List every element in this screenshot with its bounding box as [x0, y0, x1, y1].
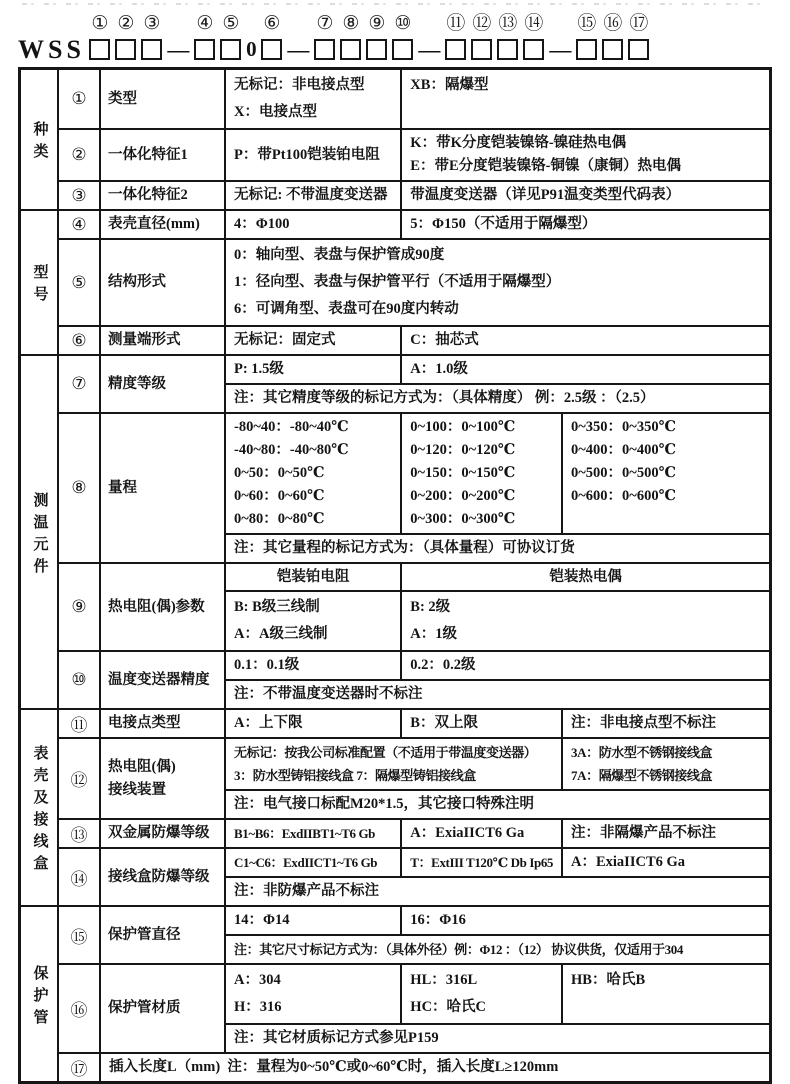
code-box-icon: [628, 39, 649, 60]
code-box-icon: [89, 39, 110, 60]
circled-digit-12: ⑫: [472, 12, 492, 34]
code-box-icon: [141, 39, 162, 60]
option-cell: 14：Φ14: [234, 912, 290, 928]
row-label: 结构形式: [101, 240, 226, 325]
row-label: 保护管材质: [101, 965, 226, 1052]
row-label: 量程: [101, 414, 226, 562]
digit-spacer: [49, 11, 55, 36]
code-box-11: [443, 11, 469, 63]
row-note: 注：其它材质标记方式参见P159: [226, 1023, 769, 1052]
circled-digit-5: ⑤: [222, 12, 240, 34]
row-number: ⑥: [59, 327, 101, 354]
option-cell: 无标记: 不带温度变送器: [234, 187, 388, 203]
row-5-structure-type: [59, 238, 769, 325]
row-note: 注：其它量程的标记方式为：（具体量程）可协议订货: [226, 533, 769, 562]
option-cell: A：ExiaIICT6 Ga: [400, 820, 561, 847]
group-label-sensing-element: 测温元件: [21, 356, 59, 708]
insertion-length-cell: 插入长度L（mm) 注：量程为0~50℃或0~60℃时，插入长度L≥120mm: [109, 1059, 559, 1075]
circled-digit-6: ⑥: [263, 12, 281, 34]
row-14-junction-box-explosion-proof-grade: [59, 847, 769, 905]
section-sensing-element: [21, 354, 769, 708]
group-label-category: 种类: [21, 70, 59, 209]
option-cell: C1~C6：ExdIICT1~T6 Gb: [234, 855, 378, 870]
dash-separator: —: [549, 37, 572, 62]
row-number: ⑮: [59, 907, 101, 963]
option-cell: 16：Φ16: [400, 907, 769, 934]
row-number: ⑭: [59, 849, 101, 905]
range-column-3: 0~350：0~350℃ 0~400：0~400℃ 0~500：0~500℃ 0~600：0~600℃: [561, 414, 769, 533]
option-cell: P: 1.5级: [234, 361, 284, 377]
column-header-rtd: 铠装铂电阻: [276, 569, 350, 585]
option-cell: 4：Φ100: [234, 216, 290, 232]
option-cell: A：304 H：316: [234, 972, 282, 1015]
row-6-measuring-end-type: [59, 325, 769, 354]
row-10-transmitter-accuracy: [59, 650, 769, 708]
code-box-6: [259, 11, 285, 63]
code-box-3: [139, 11, 165, 63]
row-2-integrated-feature-1: [59, 128, 769, 180]
row-1-type: [59, 70, 769, 128]
code-box-13: [495, 11, 521, 63]
circled-digit-14: ⑭: [524, 12, 544, 34]
row-number: ⑬: [59, 820, 101, 847]
row-note: 注：其它精度等级的标记方式为：（具体精度） 例：2.5级 ：（2.5）: [226, 383, 769, 412]
code-box-9: [364, 11, 390, 63]
row-number: ⑦: [59, 356, 101, 412]
code-box-icon: [194, 39, 215, 60]
order-code-header: [18, 11, 772, 63]
code-dash-2: [285, 11, 312, 63]
option-cell: XB：隔爆型: [400, 70, 769, 128]
row-note: 注：其它尺寸标记方式为：（具体外径）例：Φ12 ：（12） 协议供货，仅适用于304: [226, 934, 769, 963]
row-note: 注：非防爆产品不标注: [226, 876, 769, 905]
row-label: 电接点类型: [101, 710, 226, 737]
code-box-icon: [220, 39, 241, 60]
code-box-icon: [115, 39, 136, 60]
row-number: ④: [59, 211, 101, 238]
code-dash-3: [416, 11, 443, 63]
option-cell: B：双上限: [400, 710, 561, 737]
option-cell: B: 2级 A：1级: [400, 592, 769, 650]
row-9-rtd-tc-parameters: [59, 562, 769, 650]
row-number: ⑨: [59, 564, 101, 650]
option-cell: 注：非电接点型不标注: [561, 710, 769, 737]
option-cell: 0.1：0.1级: [234, 657, 300, 673]
row-label: 一体化特征2: [101, 182, 226, 209]
option-cell: 无标记：非电接点型 X：电接点型: [234, 77, 365, 120]
circled-digit-3: ③: [143, 12, 161, 34]
option-cell: HB：哈氏B: [561, 965, 769, 1023]
fixed-zero: 0: [246, 37, 257, 61]
row-label: 表壳直径(mm): [101, 211, 226, 238]
section-category: [21, 70, 769, 209]
row-label: 温度变送器精度: [101, 652, 226, 708]
code-dash-1: [165, 11, 192, 63]
circled-digit-4: ④: [196, 12, 214, 34]
code-box-16: [600, 11, 626, 63]
dash-separator: —: [167, 37, 190, 62]
row-15-protection-tube-diameter: [59, 907, 769, 963]
row-3-integrated-feature-2: [59, 180, 769, 209]
code-box-8: [338, 11, 364, 63]
circled-digit-10: ⑩: [394, 12, 412, 34]
code-box-icon: [340, 39, 361, 60]
option-cell: K：带K分度铠装镍铬-镍硅热电偶 E：带E分度铠装镍铬-铜镍（康铜）热电偶: [400, 130, 769, 180]
row-number: ⑤: [59, 240, 101, 325]
code-dash-4: [547, 11, 574, 63]
cropped-text-remnant: [22, 3, 768, 9]
code-box-icon: [261, 39, 282, 60]
code-fixed-zero: [244, 11, 259, 63]
code-box-1: [87, 11, 113, 63]
code-box-15: [574, 11, 600, 63]
option-cell: 无标记：按我公司标准配置（不适用于带温度变送器） 3：防水型铸铝接线盒 7：隔爆型铸铝接线盒: [234, 745, 537, 783]
row-label: 类型: [101, 70, 226, 128]
row-number: ⑯: [59, 965, 101, 1052]
circled-digit-13: ⑬: [498, 12, 518, 34]
row-8-range: [59, 412, 769, 562]
option-cell: B: B级三线制 A：A级三线制: [234, 599, 328, 642]
row-number: ⑧: [59, 414, 101, 562]
option-cell: 0.2：0.2级: [400, 652, 769, 679]
option-cell: T：ExtIII T120℃ Db Ip65: [400, 849, 561, 876]
option-cell: 注：非隔爆产品不标注: [561, 820, 769, 847]
row-4-case-diameter: [59, 211, 769, 238]
option-cell: P：带Pt100铠装铂电阻: [234, 146, 380, 163]
option-cell: C：抽芯式: [400, 327, 769, 354]
row-number: ①: [59, 70, 101, 128]
code-box-2: [113, 11, 139, 63]
row-number: ⑫: [59, 739, 101, 818]
code-box-10: [390, 11, 416, 63]
row-label: 双金属防爆等级: [101, 820, 226, 847]
dash-separator: —: [287, 37, 310, 62]
circled-digit-7: ⑦: [316, 12, 334, 34]
option-cell: B1~B6：ExdIIBT1~T6 Gb: [234, 826, 375, 841]
row-number: ③: [59, 182, 101, 209]
row-label: 精度等级: [101, 356, 226, 412]
circled-digit-8: ⑧: [342, 12, 360, 34]
spec-table: [18, 67, 772, 1084]
row-note: 注：不带温度变送器时不标注: [226, 679, 769, 708]
column-header-tc: 铠装热电偶: [400, 564, 769, 590]
code-box-icon: [602, 39, 623, 60]
code-box-icon: [497, 39, 518, 60]
group-label-model: 型号: [21, 211, 59, 354]
option-cell: HL：316L HC：哈氏C: [400, 965, 561, 1023]
row-17-insertion-length: [59, 1052, 769, 1081]
section-model: [21, 209, 769, 354]
row-11-electric-contact-type: [59, 710, 769, 737]
section-case-and-junction-box: [21, 708, 769, 905]
row-label: 保护管直径: [101, 907, 226, 963]
row-7-accuracy-class: [59, 356, 769, 412]
option-cell: A：ExiaIICT6 Ga: [561, 849, 769, 876]
section-protection-tube: [21, 905, 769, 1081]
option-cell: A：上下限: [234, 715, 303, 731]
row-number: ⑰: [59, 1054, 101, 1081]
row-16-protection-tube-material: [59, 963, 769, 1052]
model-prefix: WSS: [18, 35, 85, 64]
row-number: ⑩: [59, 652, 101, 708]
row-13-bimetal-explosion-proof-grade: [59, 818, 769, 847]
row-label: 一体化特征1: [101, 130, 226, 180]
option-cell: 带温度变送器（详见P91温变类型代码表）: [400, 182, 769, 209]
row-note: 注：电气接口标配M20*1.5，其它接口特殊注明: [226, 789, 769, 818]
range-column-2: 0~100：0~100℃ 0~120：0~120℃ 0~150：0~150℃ 0~200：0~200℃ 0~300：0~300℃: [400, 414, 561, 533]
code-box-icon: [576, 39, 597, 60]
circled-digit-16: ⑯: [603, 12, 623, 34]
row-12-wiring-device: [59, 737, 769, 818]
circled-digit-17: ⑰: [629, 12, 649, 34]
group-label-protection-tube: 保护管: [21, 907, 59, 1081]
code-box-12: [469, 11, 495, 63]
option-cell: 5：Φ150（不适用于隔爆型）: [400, 211, 769, 238]
circled-digit-2: ②: [117, 12, 135, 34]
code-box-icon: [445, 39, 466, 60]
code-box-icon: [523, 39, 544, 60]
option-cell: 无标记：固定式: [234, 332, 336, 348]
circled-digit-15: ⑮: [577, 12, 597, 34]
row-number: ②: [59, 130, 101, 180]
code-prefix-unit: [18, 11, 87, 63]
option-cell: 3A：防水型不锈钢接线盒 7A：隔爆型不锈钢接线盒: [561, 739, 769, 789]
group-label-case-junction-box: 表壳及接线盒: [21, 710, 59, 905]
option-cell: A：1.0级: [400, 356, 769, 383]
row-label: 测量端形式: [101, 327, 226, 354]
row-label: 热电阻(偶)参数: [101, 564, 226, 650]
circled-digit-9: ⑨: [368, 12, 386, 34]
code-box-7: [312, 11, 338, 63]
code-box-icon: [314, 39, 335, 60]
dash-separator: —: [418, 37, 441, 62]
code-box-17: [626, 11, 652, 63]
code-box-icon: [471, 39, 492, 60]
circled-digit-11: ⑪: [446, 12, 466, 34]
code-box-icon: [366, 39, 387, 60]
row-label: 热电阻(偶) 接线装置: [101, 739, 226, 818]
circled-digit-1: ①: [91, 12, 109, 34]
row-label: 接线盒防爆等级: [101, 849, 226, 905]
code-box-14: [521, 11, 547, 63]
range-column-1: -80~40：-80~40℃ -40~80：-40~80℃ 0~50：0~50℃ 0~60：0~60℃ 0~80：0~80℃: [234, 419, 349, 527]
code-box-5: [218, 11, 244, 63]
row-number: ⑪: [59, 710, 101, 737]
code-box-icon: [392, 39, 413, 60]
code-box-4: [192, 11, 218, 63]
option-cell: 0：轴向型、表盘与保护管成90度 1：径向型、表盘与保护管平行（不适用于隔爆型） 6：可调角型、表盘可在90度内转动: [234, 247, 561, 317]
